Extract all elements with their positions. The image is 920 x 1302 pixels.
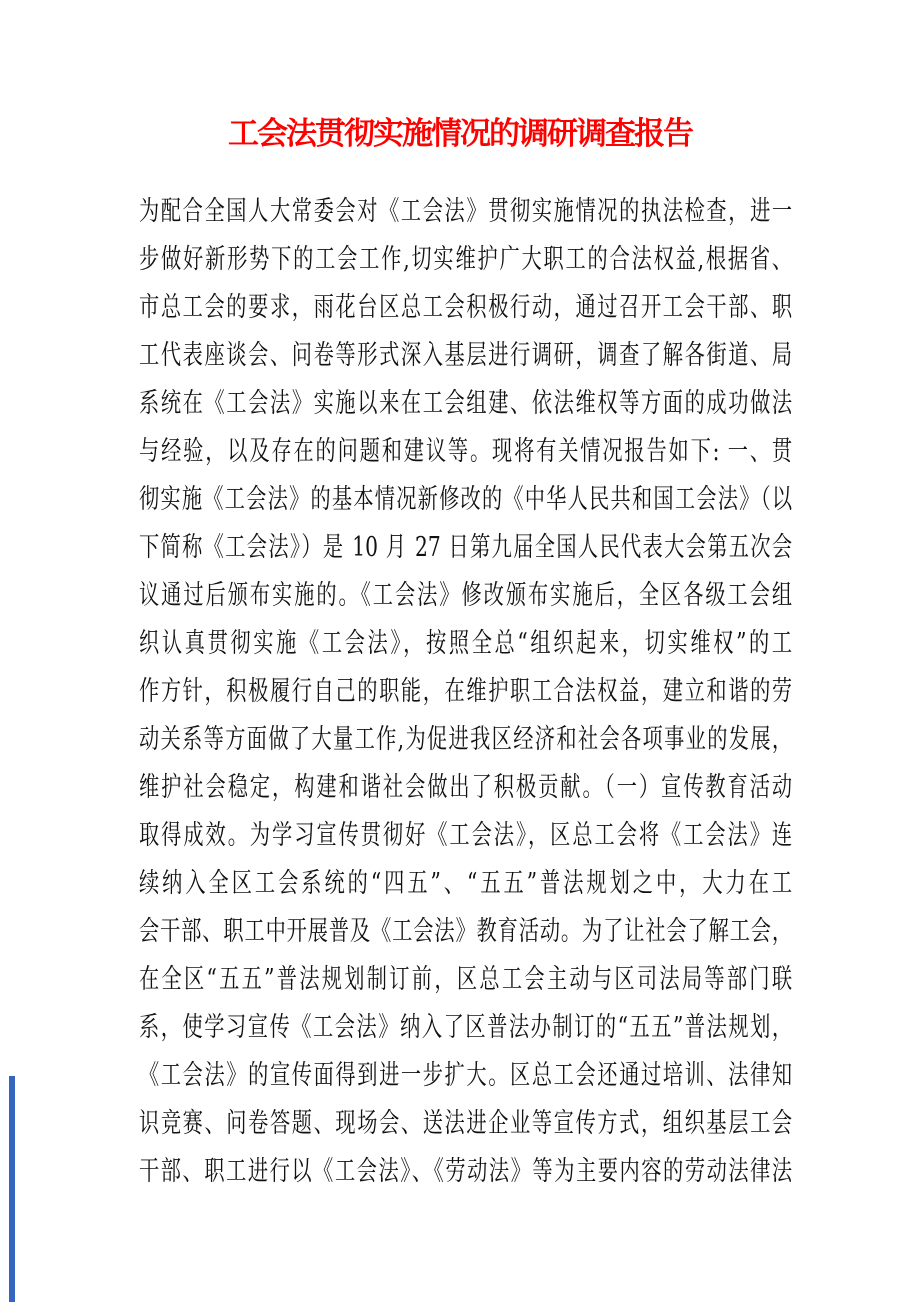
body-line: 动关系等方面做了大量工作,为促进我区经济和社会各项事业的发展， <box>139 724 793 755</box>
body-line: 干部、职工进行以《工会法》、《劳动法》等为主要内容的劳动法律法 <box>139 1156 793 1187</box>
body-line: 下简称《工会法》）是 10 月 27 日第九届全国人民代表大会第五次会 <box>139 532 793 563</box>
document-body <box>139 188 792 1196</box>
body-line: 维护社会稳定，构建和谐社会做出了积极贡献。（一）宣传教育活动 <box>139 772 793 803</box>
body-line: 系，使学习宣传《工会法》纳入了区普法办制订的“五五”普法规划， <box>139 1012 793 1043</box>
body-line: 会干部、职工中开展普及《工会法》教育活动。为了让社会了解工会， <box>139 916 793 947</box>
body-line: 取得成效。为学习宣传贯彻好《工会法》，区总工会将《工会法》连 <box>139 820 793 851</box>
body-line: 市总工会的要求，雨花台区总工会积极行动，通过召开工会干部、职 <box>139 292 793 323</box>
body-line: 识竞赛、问卷答题、现场会、送法进企业等宣传方式，组织基层工会 <box>139 1108 793 1139</box>
body-line: 系统在《工会法》实施以来在工会组建、依法维权等方面的成功做法 <box>139 388 793 419</box>
body-line: 议通过后颁布实施的。《工会法》修改颁布实施后，全区各级工会组 <box>139 580 793 611</box>
document-title: 工会法贯彻实施情况的调研调查报告 <box>228 116 692 152</box>
body-line: 彻实施《工会法》的基本情况新修改的《中华人民共和国工会法》（以 <box>139 484 793 515</box>
body-line: 步做好新形势下的工会工作,切实维护广大职工的合法权益,根据省、 <box>139 244 793 275</box>
body-line: 工代表座谈会、问卷等形式深入基层进行调研，调查了解各街道、局 <box>139 340 793 371</box>
body-line: 在全区“五五”普法规划制订前，区总工会主动与区司法局等部门联 <box>139 964 793 995</box>
left-edge-blue-bar <box>9 1076 15 1302</box>
body-line: 作方针，积极履行自己的职能，在维护职工合法权益，建立和谐的劳 <box>139 676 793 707</box>
body-line: 《工会法》的宣传面得到进一步扩大。区总工会还通过培训、法律知 <box>139 1060 793 1091</box>
body-line: 为配合全国人大常委会对《工会法》贯彻实施情况的执法检查，进一 <box>139 196 793 227</box>
body-line: 织认真贯彻实施《工会法》，按照全总“组织起来，切实维权”的工 <box>139 628 793 659</box>
body-line: 续纳入全区工会系统的“四五”、“五五”普法规划之中，大力在工 <box>139 868 793 899</box>
body-line: 与经验，以及存在的问题和建议等。现将有关情况报告如下: 一、贯 <box>139 436 793 467</box>
